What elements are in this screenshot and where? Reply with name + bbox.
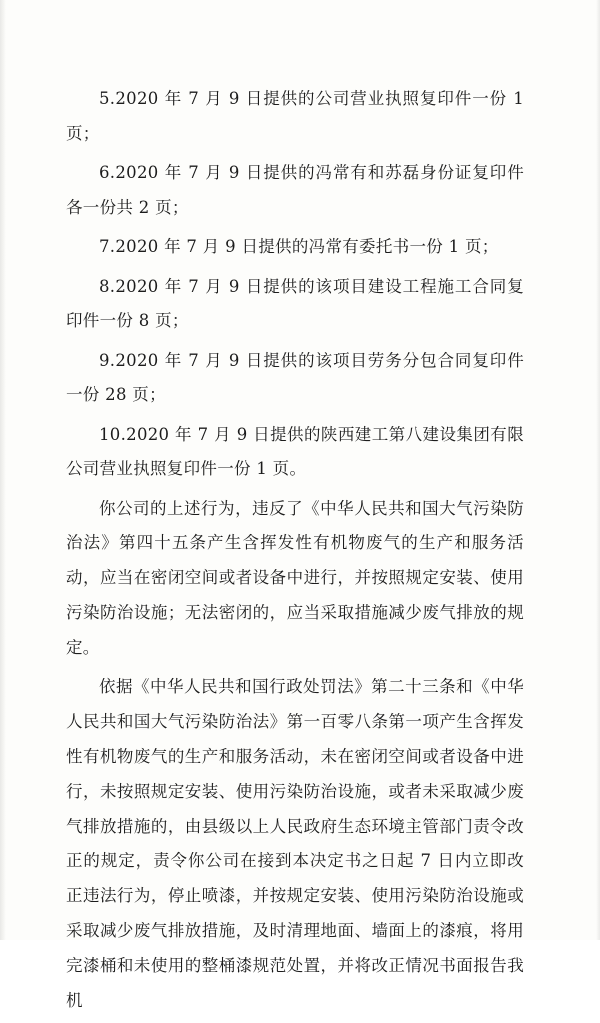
evidence-item-10: 10.2020 年 7 月 9 日提供的陕西建工第八建设集团有限公司营业执照复印件一份 1 页。 (66, 424, 524, 478)
document-body (66, 82, 524, 1023)
penalty-basis-paragraph: 依据《中华人民共和国行政处罚法》第二十三条和《中华人民共和国大气污染防治法》第一百零八条第一项产生含挥发性有机物废气的生产和服务活动，未在密闭空间或者设备中进行，未按照规定安装、使用污染防治设施，或者未采取减少废气排放措施的，由县级以上人民政府生态环境主管部门责令改正的规定，责令你公司在接到本决定书之日起 7 日内立即改正违法行为，停止喷漆，并按规定安装、使用污染防治设施或采取减少废气排放措施，及时清理地面、墙面上的漆痕，将用完漆桶和未使用的整桶漆规范处置，并将改正情况书面报告我机 (66, 677, 524, 1010)
evidence-item-6: 6.2020 年 7 月 9 日提供的冯常有和苏磊身份证复印件各一份共 2 页； (66, 163, 524, 217)
violation-paragraph: 你公司的上述行为，违反了《中华人民共和国大气污染防治法》第四十五条产生含挥发性有机物废气的生产和服务活动，应当在密闭空间或者设备中进行，并按照规定安装、使用污染防治设施；无法密闭的，应当采取措施减少废气排放的规定。 (66, 498, 524, 657)
evidence-item-5: 5.2020 年 7 月 9 日提供的公司营业执照复印件一份 1 页； (66, 89, 524, 143)
evidence-item-9: 9.2020 年 7 月 9 日提供的该项目劳务分包合同复印件一份 28 页； (66, 350, 524, 404)
evidence-item-7: 7.2020 年 7 月 9 日提供的冯常有委托书一份 1 页； (99, 237, 499, 256)
evidence-item-8: 8.2020 年 7 月 9 日提供的该项目建设工程施工合同复印件一份 8 页； (66, 276, 524, 330)
scan-edge-right (596, 0, 600, 940)
scan-edge-left (0, 0, 6, 940)
